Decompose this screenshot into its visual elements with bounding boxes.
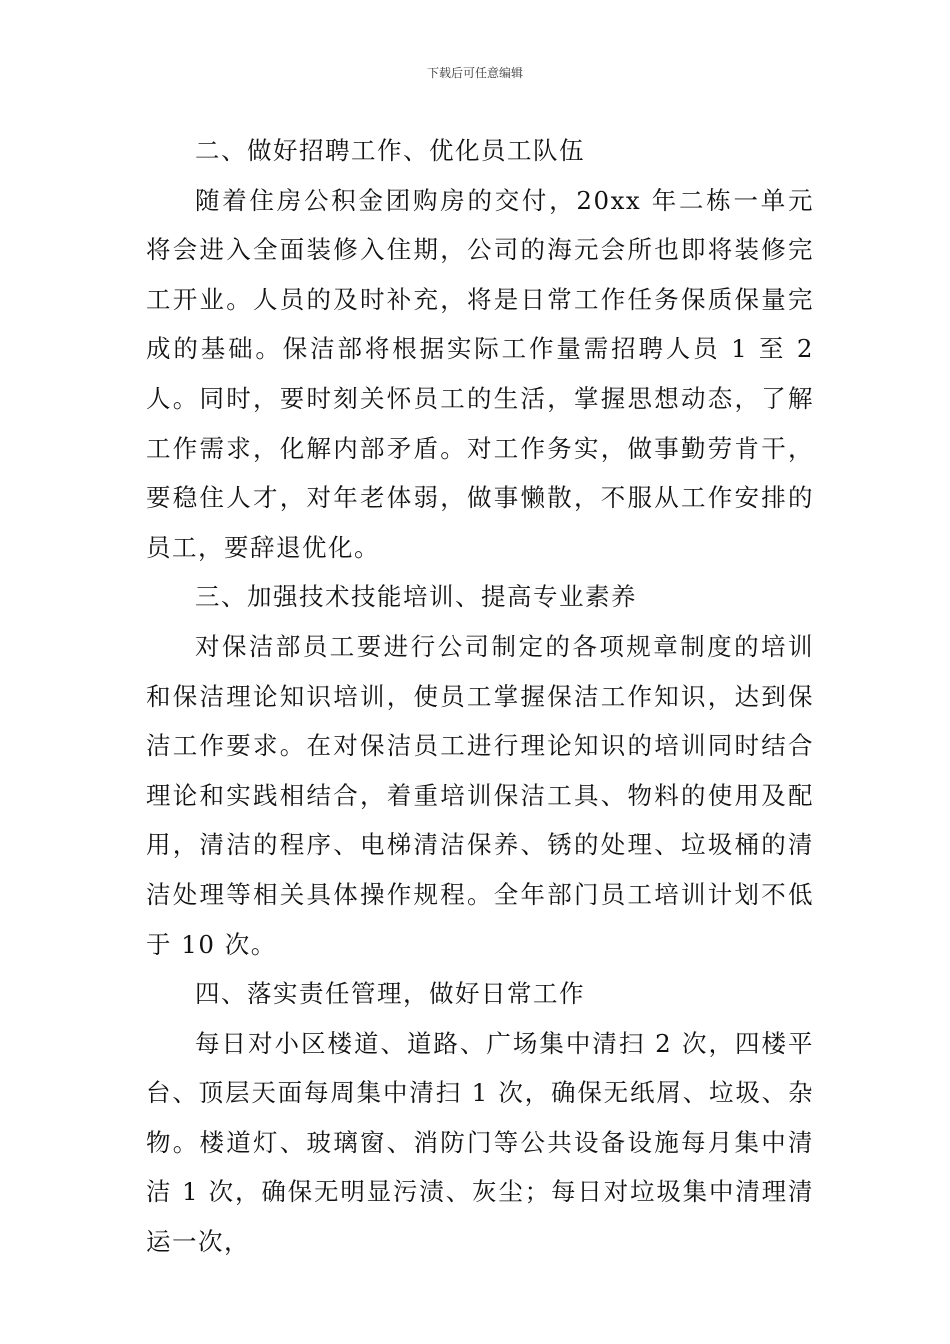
document-body [146,126,814,1267]
section-heading: 二、做好招聘工作、优化员工队伍 [195,136,585,165]
section-heading: 四、落实责任管理，做好日常工作 [195,979,585,1009]
section-heading: 三、加强技术技能培训、提高专业素养 [195,582,637,612]
page-header: 下载后可任意编辑 [426,66,523,80]
section-paragraph: 对保洁部员工要进行公司制定的各项规章制度的培训和保洁理论知识培训，使员工掌握保洁工作知识，达到保洁工作要求。在对保洁员工进行理论知识的培训同时结合理论和实践相结合，着重培训保洁工具、物料的使用及配用，清洁的程序、电梯清洁保养、锈的处理、垃圾桶的清洁处理等相关具体操作规程。全年部门员工培训计划不低于 10 次。 [146,631,814,959]
section-paragraph: 随着住房公积金团购房的交付，20xx 年二栋一单元将会进入全面装修入住期，公司的海元会所也即将装修完工开业。人员的及时补充，将是日常工作任务保质保量完成的基础。保洁部将根据实际工作量需招聘人员 1 至 2 人。同时，要时刻关怀员工的生活，掌握思想动态，了解工作需求，化解内部矛盾。对工作务实，做事勤劳肯干，要稳住人才，对年老体弱，做事懒散，不服从工作安排的员工，要辞退优化。 [146,185,814,562]
section-paragraph: 每日对小区楼道、道路、广场集中清扫 2 次，四楼平台、顶层天面每周集中清扫 1 次，确保无纸屑、垃圾、杂物。楼道灯、玻璃窗、消防门等公共设备设施每月集中清洁 1 次，确保无明显污渍、灰尘；每日对垃圾集中清理清运一次， [146,1028,814,1257]
